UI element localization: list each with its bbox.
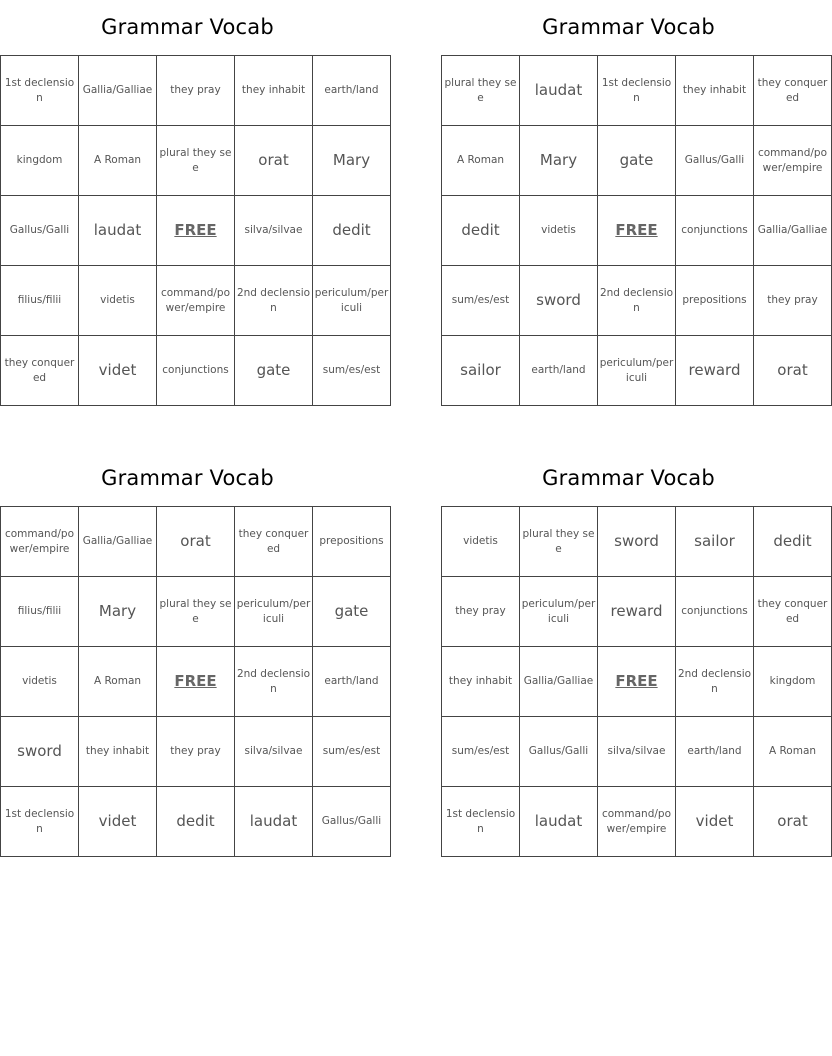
grid-cell: gate — [235, 336, 313, 406]
grid-row — [442, 336, 832, 406]
grid-row — [442, 577, 832, 647]
grid-cell: dedit — [754, 507, 832, 577]
grid-cell: they pray — [754, 266, 832, 336]
grid-cell: A Roman — [754, 717, 832, 787]
grid-cell: sailor — [676, 507, 754, 577]
grid-row — [1, 577, 391, 647]
grid-cell: prepositions — [313, 507, 391, 577]
bingo-card-2 — [441, 0, 828, 406]
grid-cell: periculum/periculi — [520, 577, 598, 647]
grid-cell: 2nd declension — [598, 266, 676, 336]
grid-cell: conjunctions — [676, 196, 754, 266]
grid-cell: Gallus/Galli — [313, 787, 391, 857]
grid-row — [1, 787, 391, 857]
grid-cell: earth/land — [520, 336, 598, 406]
grid-row — [442, 647, 832, 717]
grid-row — [442, 717, 832, 787]
grid-cell: they conquered — [754, 56, 832, 126]
grid-cell: Mary — [79, 577, 157, 647]
grid-cell: videt — [79, 787, 157, 857]
grid-cell: they inhabit — [442, 647, 520, 717]
grid-cell: plural they see — [520, 507, 598, 577]
card-title: Grammar Vocab — [101, 466, 274, 490]
grid-cell: sword — [598, 507, 676, 577]
grid-cell: conjunctions — [157, 336, 235, 406]
grid-cell: 1st declension — [1, 56, 79, 126]
grid-cell: they inhabit — [79, 717, 157, 787]
grid-cell: A Roman — [79, 647, 157, 717]
grid-cell: laudat — [235, 787, 313, 857]
grid-cell: sword — [1, 717, 79, 787]
grid-cell: filius/filii — [1, 577, 79, 647]
grid-cell: prepositions — [676, 266, 754, 336]
grid-cell: 1st declension — [442, 787, 520, 857]
grid-cell: earth/land — [676, 717, 754, 787]
grid-cell: command/power/empire — [1, 507, 79, 577]
grid-cell: 1st declension — [598, 56, 676, 126]
grid-cell: they conquered — [1, 336, 79, 406]
grid-row — [442, 126, 832, 196]
grid-cell: command/power/empire — [754, 126, 832, 196]
free-cell: FREE — [598, 196, 676, 266]
grid-cell: Mary — [520, 126, 598, 196]
grid-cell: silva/silvae — [235, 717, 313, 787]
grid-cell: 2nd declension — [676, 647, 754, 717]
grid-cell: A Roman — [79, 126, 157, 196]
bingo-card-4 — [441, 451, 828, 857]
grid-cell: dedit — [157, 787, 235, 857]
grid-cell: they inhabit — [676, 56, 754, 126]
grid-cell: Gallus/Galli — [676, 126, 754, 196]
card-title: Grammar Vocab — [101, 15, 274, 39]
grid-cell: dedit — [313, 196, 391, 266]
grid-cell: videt — [676, 787, 754, 857]
grid-cell: earth/land — [313, 56, 391, 126]
grid-cell: sum/es/est — [313, 336, 391, 406]
card-title: Grammar Vocab — [542, 15, 715, 39]
grid-cell: Gallia/Galliae — [79, 56, 157, 126]
grid-row — [1, 717, 391, 787]
grid-cell: orat — [754, 787, 832, 857]
grid-cell: command/power/empire — [157, 266, 235, 336]
grid-cell: laudat — [79, 196, 157, 266]
grid-row — [1, 336, 391, 406]
grid-cell: plural they see — [157, 577, 235, 647]
bingo-card-3 — [0, 451, 384, 857]
free-cell: FREE — [598, 647, 676, 717]
grid-cell: they inhabit — [235, 56, 313, 126]
grid-cell: laudat — [520, 787, 598, 857]
grid-cell: orat — [235, 126, 313, 196]
grid-cell: silva/silvae — [598, 717, 676, 787]
grid-cell: 2nd declension — [235, 266, 313, 336]
bingo-grid — [441, 506, 832, 857]
grid-cell: filius/filii — [1, 266, 79, 336]
grid-cell: gate — [598, 126, 676, 196]
bingo-grid — [441, 55, 832, 406]
grid-cell: periculum/periculi — [313, 266, 391, 336]
grid-cell: kingdom — [754, 647, 832, 717]
grid-cell: sword — [520, 266, 598, 336]
grid-cell: laudat — [520, 56, 598, 126]
grid-cell: they pray — [442, 577, 520, 647]
grid-row — [1, 56, 391, 126]
grid-cell: periculum/periculi — [598, 336, 676, 406]
grid-row — [442, 196, 832, 266]
grid-cell: plural they see — [442, 56, 520, 126]
bingo-card-1 — [0, 0, 389, 406]
grid-cell: Gallia/Galliae — [754, 196, 832, 266]
grid-cell: videt — [79, 336, 157, 406]
grid-cell: Gallia/Galliae — [79, 507, 157, 577]
grid-row — [1, 126, 391, 196]
grid-cell: sailor — [442, 336, 520, 406]
grid-cell: gate — [313, 577, 391, 647]
bingo-grid — [0, 506, 391, 857]
grid-cell: videtis — [520, 196, 598, 266]
grid-cell: videtis — [442, 507, 520, 577]
card-title: Grammar Vocab — [542, 466, 715, 490]
grid-cell: reward — [598, 577, 676, 647]
grid-cell: periculum/periculi — [235, 577, 313, 647]
grid-row — [1, 196, 391, 266]
grid-cell: silva/silvae — [235, 196, 313, 266]
grid-cell: 2nd declension — [235, 647, 313, 717]
grid-cell: they pray — [157, 56, 235, 126]
grid-cell: sum/es/est — [442, 266, 520, 336]
grid-cell: they conquered — [235, 507, 313, 577]
grid-row — [1, 647, 391, 717]
grid-cell: videtis — [1, 647, 79, 717]
grid-cell: orat — [157, 507, 235, 577]
bingo-grid — [0, 55, 391, 406]
grid-cell: A Roman — [442, 126, 520, 196]
grid-cell: Mary — [313, 126, 391, 196]
grid-row — [442, 787, 832, 857]
free-cell: FREE — [157, 196, 235, 266]
grid-cell: videtis — [79, 266, 157, 336]
grid-row — [442, 507, 832, 577]
grid-cell: they pray — [157, 717, 235, 787]
grid-row — [1, 266, 391, 336]
grid-cell: reward — [676, 336, 754, 406]
grid-cell: kingdom — [1, 126, 79, 196]
grid-cell: orat — [754, 336, 832, 406]
grid-cell: sum/es/est — [313, 717, 391, 787]
grid-cell: earth/land — [313, 647, 391, 717]
grid-row — [1, 507, 391, 577]
grid-cell: Gallia/Galliae — [520, 647, 598, 717]
grid-cell: command/power/empire — [598, 787, 676, 857]
grid-cell: 1st declension — [1, 787, 79, 857]
grid-cell: Gallus/Galli — [1, 196, 79, 266]
grid-cell: dedit — [442, 196, 520, 266]
grid-cell: sum/es/est — [442, 717, 520, 787]
grid-cell: they conquered — [754, 577, 832, 647]
grid-row — [442, 266, 832, 336]
free-cell: FREE — [157, 647, 235, 717]
grid-cell: plural they see — [157, 126, 235, 196]
grid-cell: conjunctions — [676, 577, 754, 647]
grid-row — [442, 56, 832, 126]
grid-cell: Gallus/Galli — [520, 717, 598, 787]
